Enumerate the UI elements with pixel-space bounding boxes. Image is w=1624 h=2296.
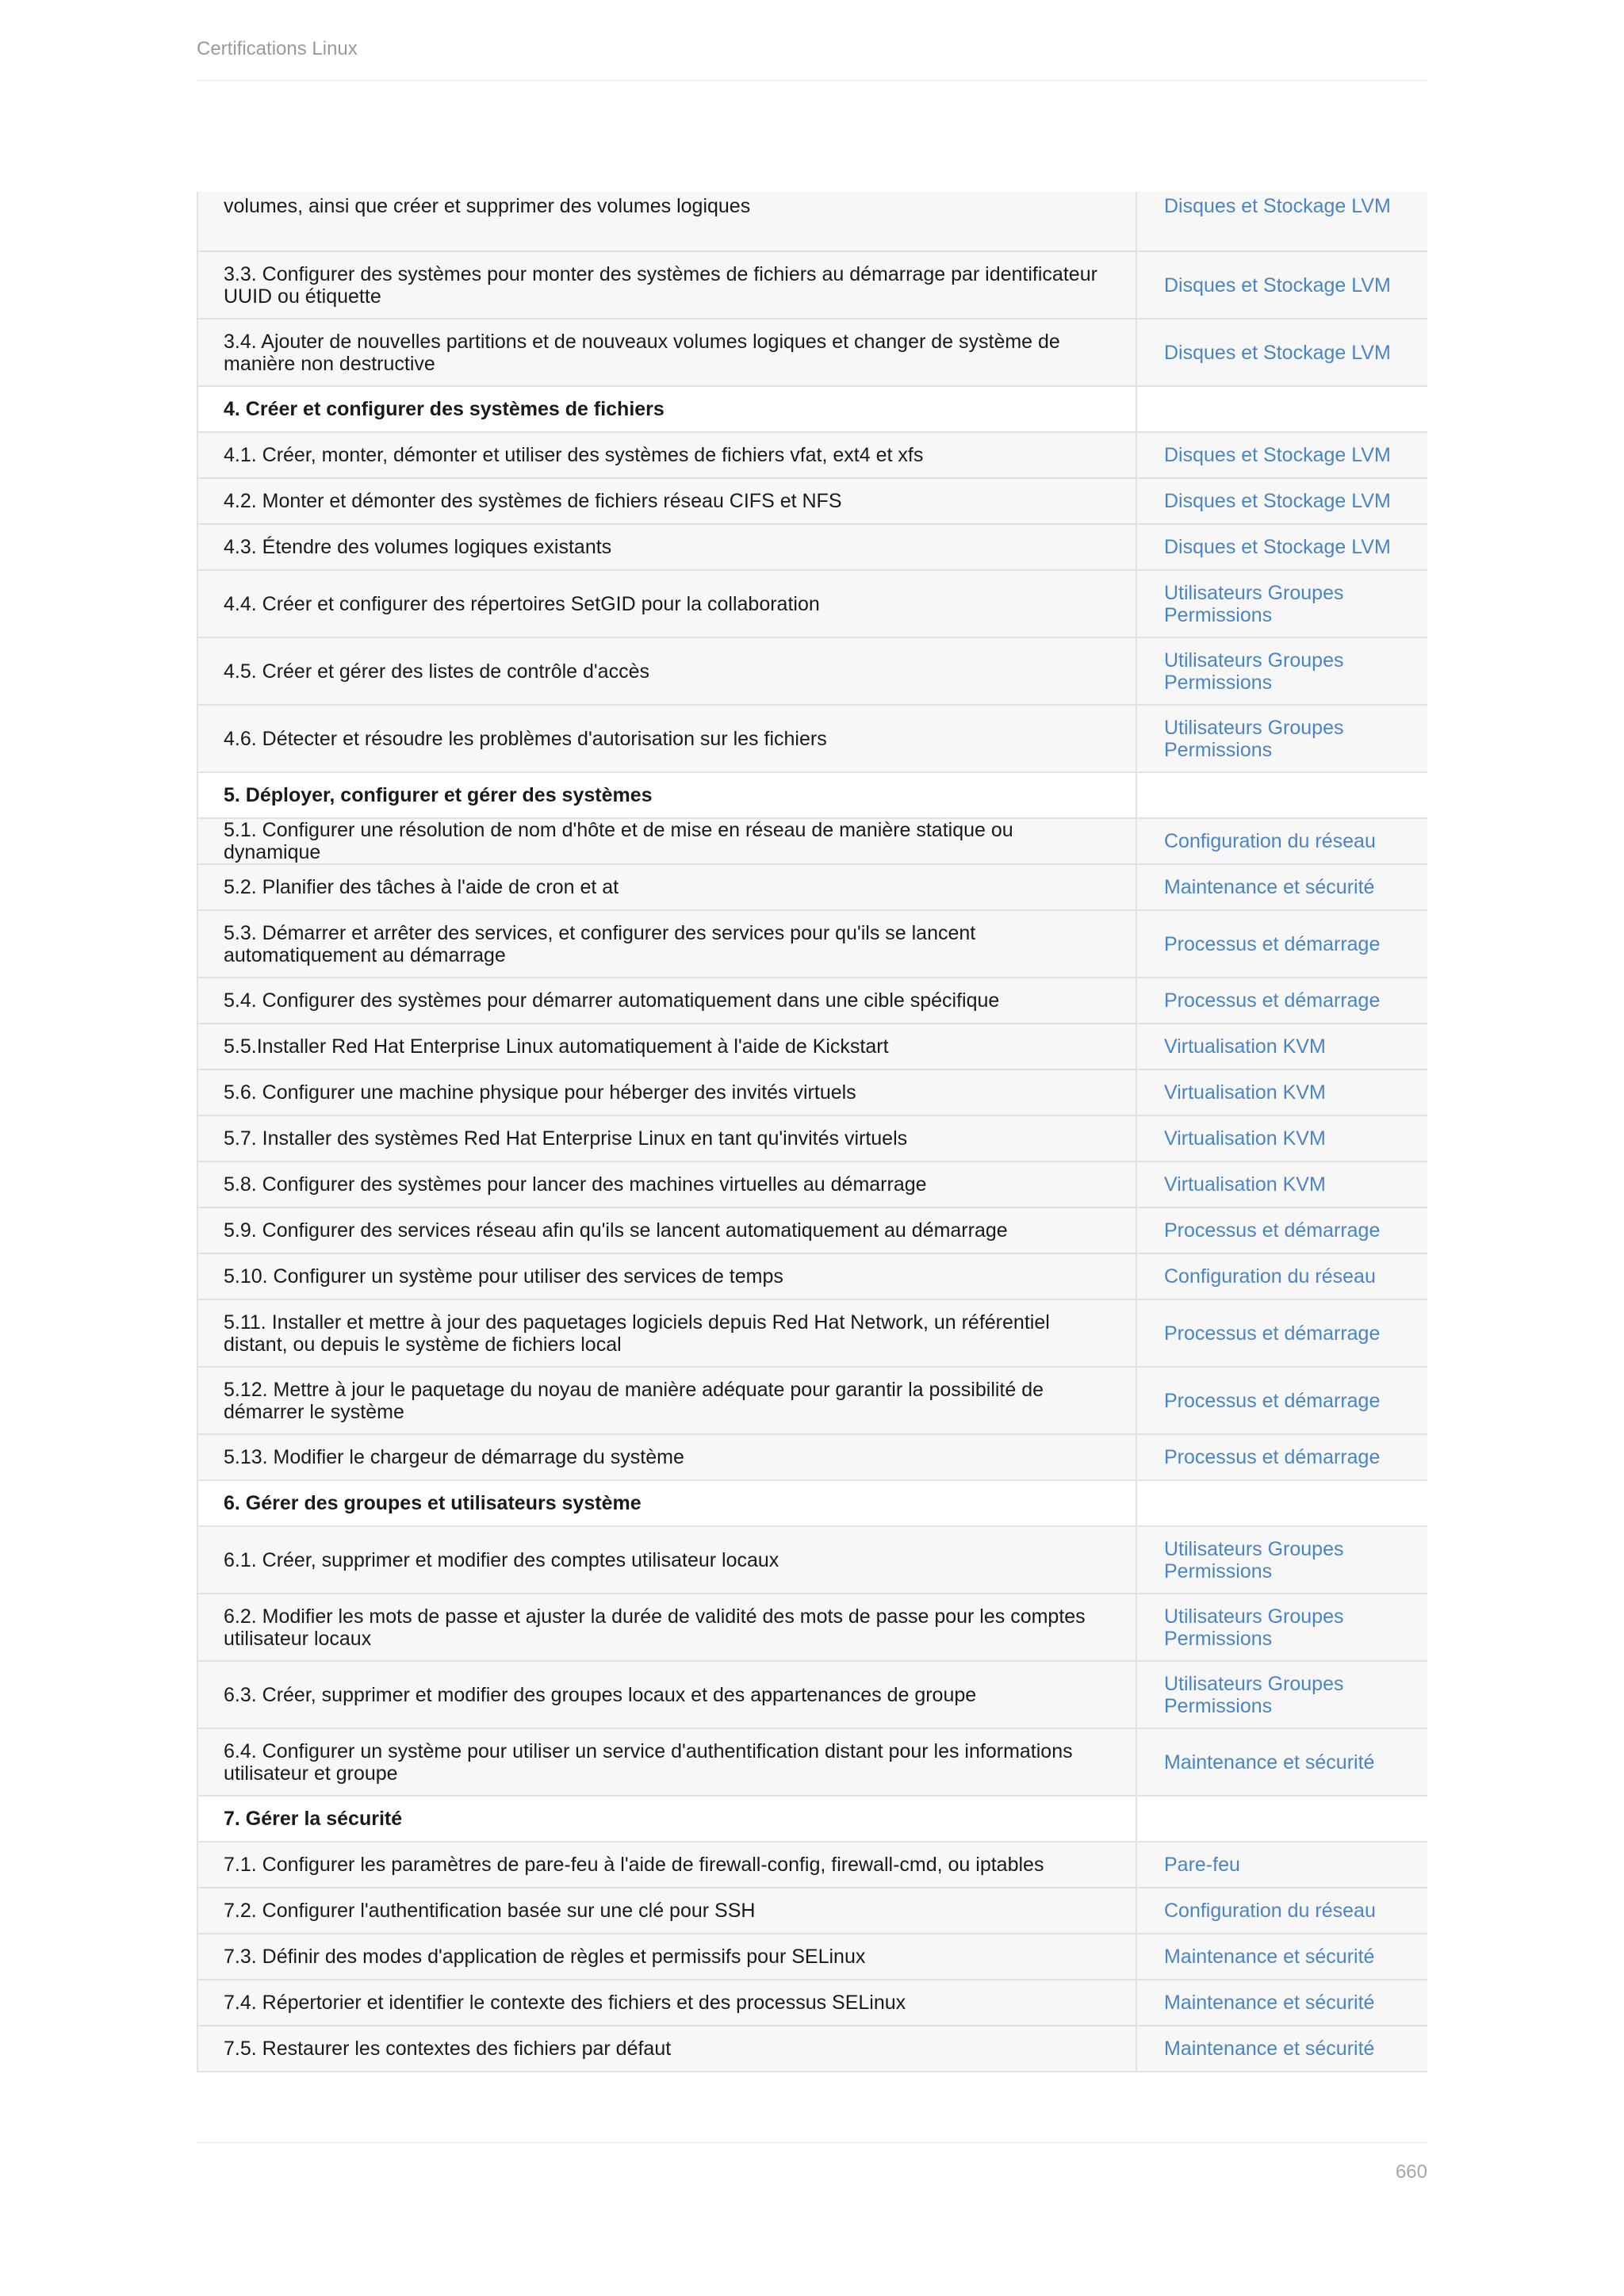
table-row: [197, 1024, 1427, 1070]
objective-text: 5.11. Installer et mettre à jour des paquetages logiciels depuis Red Hat Network, un référentiel distant, ou depuis le système de fichiers local: [197, 1299, 1136, 1367]
table-row: [197, 1434, 1427, 1480]
topic-link[interactable]: Processus et démarrage: [1136, 978, 1427, 1024]
objectives-table: [197, 192, 1427, 2072]
table-row: [197, 1842, 1427, 1888]
table-row: [197, 705, 1427, 772]
table-row: [197, 1980, 1427, 2026]
topic-link[interactable]: Virtualisation KVM: [1136, 1024, 1427, 1070]
topic-link[interactable]: Maintenance et sécurité: [1136, 2026, 1427, 2072]
objective-text: 4.2. Monter et démonter des systèmes de fichiers réseau CIFS et NFS: [197, 478, 1136, 524]
section-heading: 5. Déployer, configurer et gérer des systèmes: [197, 772, 1136, 818]
objective-text: 5.12. Mettre à jour le paquetage du noyau de manière adéquate pour garantir la possibilité de démarrer le système: [197, 1367, 1136, 1434]
section-row: [197, 386, 1427, 432]
objective-text: 5.5.Installer Red Hat Enterprise Linux automatiquement à l'aide de Kickstart: [197, 1024, 1136, 1070]
table-row: [197, 524, 1427, 570]
header-divider: [197, 80, 1427, 81]
objective-text: 6.2. Modifier les mots de passe et ajuster la durée de validité des mots de passe pour les comptes utilisateur locaux: [197, 1594, 1136, 1661]
table-row: [197, 192, 1427, 251]
table-row: [197, 1253, 1427, 1299]
objective-text: 6.4. Configurer un système pour utiliser un service d'authentification distant pour les informations utilisateur et groupe: [197, 1728, 1136, 1796]
objective-text: 3.4. Ajouter de nouvelles partitions et de nouveaux volumes logiques et changer de système de manière non destructive: [197, 319, 1136, 386]
table-row: [197, 1161, 1427, 1207]
topic-link[interactable]: Disques et Stockage LVM: [1136, 319, 1427, 386]
table-row: [197, 1934, 1427, 1980]
table-row: [197, 251, 1427, 319]
topic-link[interactable]: Processus et démarrage: [1136, 910, 1427, 978]
objective-text: 5.13. Modifier le chargeur de démarrage du système: [197, 1434, 1136, 1480]
table-row: [197, 637, 1427, 705]
topic-link[interactable]: Utilisateurs Groupes Permissions: [1136, 570, 1427, 637]
topic-link[interactable]: Virtualisation KVM: [1136, 1070, 1427, 1115]
table-row: [197, 319, 1427, 386]
topic-link[interactable]: Configuration du réseau: [1136, 1253, 1427, 1299]
section-heading: 7. Gérer la sécurité: [197, 1796, 1136, 1842]
objective-text: 6.3. Créer, supprimer et modifier des groupes locaux et des appartenances de groupe: [197, 1661, 1136, 1728]
table-row: [197, 432, 1427, 478]
objective-text: 5.8. Configurer des systèmes pour lancer des machines virtuelles au démarrage: [197, 1161, 1136, 1207]
objective-text: 7.4. Répertorier et identifier le contexte des fichiers et des processus SELinux: [197, 1980, 1136, 2026]
section-heading: 6. Gérer des groupes et utilisateurs système: [197, 1480, 1136, 1526]
empty-topic-cell: [1136, 1796, 1427, 1842]
table-row: [197, 570, 1427, 637]
objective-text: 5.7. Installer des systèmes Red Hat Enterprise Linux en tant qu'invités virtuels: [197, 1115, 1136, 1161]
table-row: [197, 864, 1427, 910]
objective-text: 5.10. Configurer un système pour utiliser des services de temps: [197, 1253, 1136, 1299]
objective-text: 7.5. Restaurer les contextes des fichiers par défaut: [197, 2026, 1136, 2072]
table-row: [197, 818, 1427, 864]
section-heading: 4. Créer et configurer des systèmes de fichiers: [197, 386, 1136, 432]
topic-link[interactable]: Processus et démarrage: [1136, 1207, 1427, 1253]
topic-link[interactable]: Processus et démarrage: [1136, 1299, 1427, 1367]
objective-text: 7.2. Configurer l'authentification basée sur une clé pour SSH: [197, 1888, 1136, 1934]
objective-text: 5.1. Configurer une résolution de nom d'hôte et de mise en réseau de manière statique ou dynamique: [197, 818, 1136, 864]
table-row: [197, 1526, 1427, 1594]
empty-topic-cell: [1136, 386, 1427, 432]
topic-link[interactable]: Maintenance et sécurité: [1136, 1980, 1427, 2026]
objective-text: 7.3. Définir des modes d'application de règles et permissifs pour SELinux: [197, 1934, 1136, 1980]
table-row: [197, 1888, 1427, 1934]
table-row: [197, 2026, 1427, 2072]
table-row: [197, 1207, 1427, 1253]
section-row: [197, 772, 1427, 818]
objectives-table-body: [197, 192, 1427, 2072]
objective-text: 5.2. Planifier des tâches à l'aide de cron et at: [197, 864, 1136, 910]
objective-text: 4.3. Étendre des volumes logiques existants: [197, 524, 1136, 570]
topic-link[interactable]: Maintenance et sécurité: [1136, 1728, 1427, 1796]
topic-link[interactable]: Processus et démarrage: [1136, 1434, 1427, 1480]
table-row: [197, 1115, 1427, 1161]
objective-text: 6.1. Créer, supprimer et modifier des comptes utilisateur locaux: [197, 1526, 1136, 1594]
topic-link[interactable]: Utilisateurs Groupes Permissions: [1136, 705, 1427, 772]
topic-link[interactable]: Configuration du réseau: [1136, 818, 1427, 864]
topic-link[interactable]: Utilisateurs Groupes Permissions: [1136, 1594, 1427, 1661]
objective-text: 4.6. Détecter et résoudre les problèmes d'autorisation sur les fichiers: [197, 705, 1136, 772]
topic-link[interactable]: Maintenance et sécurité: [1136, 864, 1427, 910]
topic-link[interactable]: Pare-feu: [1136, 1842, 1427, 1888]
section-row: [197, 1480, 1427, 1526]
objective-text: volumes, ainsi que créer et supprimer des volumes logiques: [197, 192, 1136, 251]
table-row: [197, 1299, 1427, 1367]
running-header: Certifications Linux: [197, 38, 358, 59]
footer-divider: [197, 2142, 1427, 2143]
table-row: [197, 1661, 1427, 1728]
objective-text: 5.9. Configurer des services réseau afin qu'ils se lancent automatiquement au démarrage: [197, 1207, 1136, 1253]
table-row: [197, 1367, 1427, 1434]
topic-link[interactable]: Utilisateurs Groupes Permissions: [1136, 637, 1427, 705]
topic-link[interactable]: Disques et Stockage LVM: [1136, 192, 1427, 251]
topic-link[interactable]: Disques et Stockage LVM: [1136, 251, 1427, 319]
objective-text: 7.1. Configurer les paramètres de pare-feu à l'aide de firewall-config, firewall-cmd, ou iptables: [197, 1842, 1136, 1888]
table-row: [197, 478, 1427, 524]
objective-text: 5.4. Configurer des systèmes pour démarrer automatiquement dans une cible spécifique: [197, 978, 1136, 1024]
page-number: 660: [1395, 2161, 1427, 2183]
table-row: [197, 1728, 1427, 1796]
objective-text: 4.1. Créer, monter, démonter et utiliser des systèmes de fichiers vfat, ext4 et xfs: [197, 432, 1136, 478]
topic-link[interactable]: Processus et démarrage: [1136, 1367, 1427, 1434]
topic-link[interactable]: Disques et Stockage LVM: [1136, 432, 1427, 478]
empty-topic-cell: [1136, 772, 1427, 818]
topic-link[interactable]: Virtualisation KVM: [1136, 1115, 1427, 1161]
objective-text: 4.5. Créer et gérer des listes de contrôle d'accès: [197, 637, 1136, 705]
empty-topic-cell: [1136, 1480, 1427, 1526]
topic-link[interactable]: Disques et Stockage LVM: [1136, 524, 1427, 570]
table-row: [197, 978, 1427, 1024]
table-row: [197, 1594, 1427, 1661]
table-row: [197, 1070, 1427, 1115]
topic-link[interactable]: Disques et Stockage LVM: [1136, 478, 1427, 524]
topic-link[interactable]: Utilisateurs Groupes Permissions: [1136, 1526, 1427, 1594]
objective-text: 5.6. Configurer une machine physique pour héberger des invités virtuels: [197, 1070, 1136, 1115]
objective-text: 3.3. Configurer des systèmes pour monter des systèmes de fichiers au démarrage par identificateur UUID ou étiquette: [197, 251, 1136, 319]
objective-text: 5.3. Démarrer et arrêter des services, et configurer des services pour qu'ils se lancent automatiquement au démarrage: [197, 910, 1136, 978]
topic-link[interactable]: Configuration du réseau: [1136, 1888, 1427, 1934]
objective-text: 4.4. Créer et configurer des répertoires SetGID pour la collaboration: [197, 570, 1136, 637]
section-row: [197, 1796, 1427, 1842]
topic-link[interactable]: Maintenance et sécurité: [1136, 1934, 1427, 1980]
table-row: [197, 910, 1427, 978]
topic-link[interactable]: Virtualisation KVM: [1136, 1161, 1427, 1207]
objectives-table-container[interactable]: [197, 192, 1427, 2103]
topic-link[interactable]: Utilisateurs Groupes Permissions: [1136, 1661, 1427, 1728]
